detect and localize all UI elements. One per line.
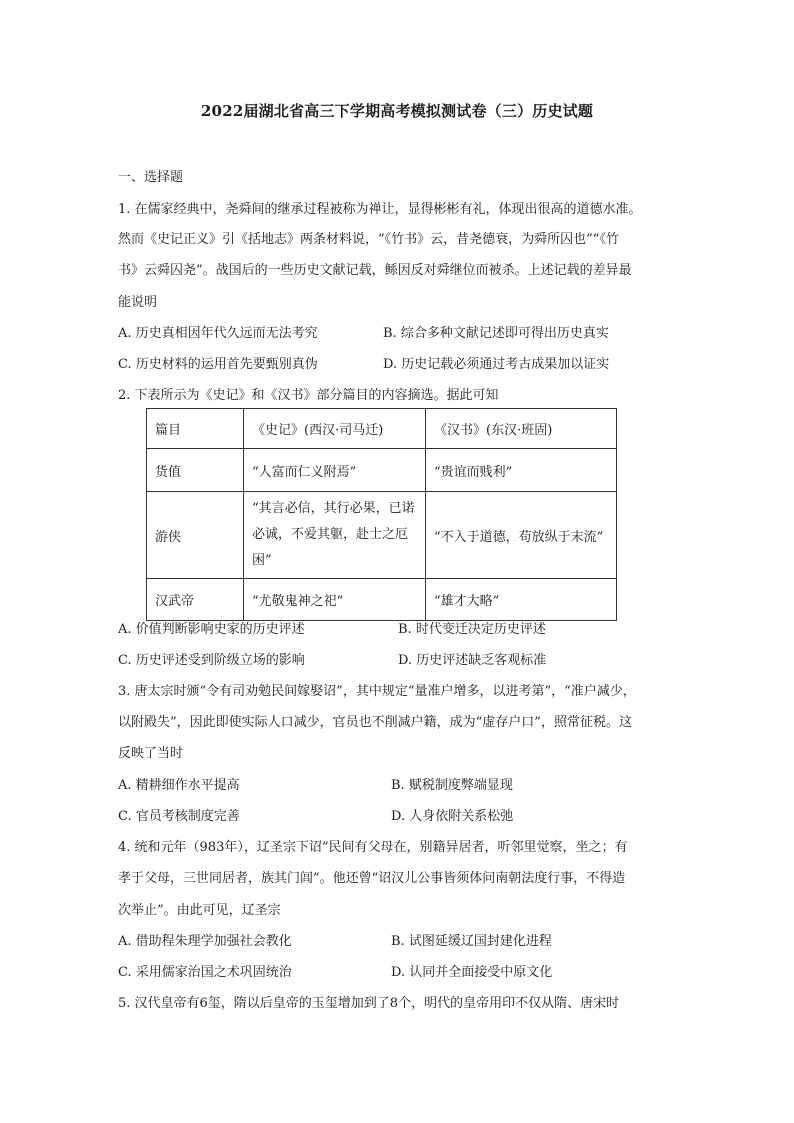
q1-line-4: 能说明 <box>118 295 158 310</box>
q2-option-d: D. 历史评述缺乏客观标准 <box>398 653 547 668</box>
cell-text-line: “其言必信，其行必果，已诺 <box>252 501 415 516</box>
q2-option-b: B. 时代变迁决定历史评述 <box>398 622 546 637</box>
table-cell: “贵谊而贱利” <box>426 449 617 492</box>
table-cell: “雄才大略” <box>426 579 617 621</box>
table-row <box>147 492 617 579</box>
q1-option-a: A. 历史真相因年代久远而无法考究 <box>118 326 318 341</box>
comparison-table <box>146 408 617 621</box>
table-header-row <box>147 409 617 449</box>
q3-option-c: C. 官员考核制度完善 <box>118 809 240 824</box>
q4-line-3: 次举止”。由此可见，辽圣宗 <box>118 903 281 918</box>
q4-option-d: D. 认同并全面接受中原文化 <box>391 965 553 980</box>
q3-line-3: 反映了当时 <box>118 746 184 761</box>
table-cell: 汉武帝 <box>147 579 244 621</box>
table-cell <box>244 492 426 579</box>
table-cell: “尤敬鬼神之祀” <box>244 579 426 621</box>
q3-option-a: A. 精耕细作水平提高 <box>118 778 240 793</box>
table-row <box>147 579 617 621</box>
q2-line-1: 2. 下表所示为《史记》和《汉书》部分篇目的内容摘选。据此可知 <box>118 388 499 403</box>
q4-option-a: A. 借助程朱理学加强社会教化 <box>118 934 292 949</box>
q1-line-1: 1. 在儒家经典中，尧舜间的继承过程被称为禅让，显得彬彬有礼，体现出很高的道德水准。 <box>118 202 642 217</box>
table-header-cell: 《汉书》(东汉·班固) <box>426 409 617 449</box>
table-cell: “人富而仁义附焉” <box>244 449 426 492</box>
table-cell: “不入于道德，苟放纵于末流” <box>426 492 617 579</box>
q2-option-c: C. 历史评述受到阶级立场的影响 <box>118 653 305 668</box>
q1-line-3: 书》云舜囚尧”。战国后的一些历史文献记载，鲧因反对舜继位而被杀。上述记载的差异最 <box>118 263 632 278</box>
q4-line-2: 孝于父母，三世同居者，族其门闾”。他还曾“诏汉儿公事皆须体问南朝法度行事，不得造 <box>118 871 626 886</box>
table-cell: 游侠 <box>147 492 244 579</box>
q4-option-c: C. 采用儒家治国之术巩固统治 <box>118 965 292 980</box>
table-cell: 货值 <box>147 449 244 492</box>
exam-title: 2022届湖北省高三下学期高考模拟测试卷（三）历史试题 <box>200 102 594 120</box>
q5-line-1: 5. 汉代皇帝有6玺，隋以后皇帝的玉玺增加到了8个，明代的皇帝用印不仅从隋、唐宋时 <box>118 996 620 1011</box>
q1-line-2: 然而《史记正义》引《括地志》两条材料说，“《竹书》云，昔尧德衰，为舜所囚也”“《竹 <box>118 232 619 247</box>
q3-line-1: 3. 唐太宗时颁“令有司劝勉民间嫁娶诏”，其中规定“量准户增多，以进考第”，“准户减少， <box>118 684 636 699</box>
q4-line-1: 4. 统和元年（983年），辽圣宗下诏“民间有父母在，别籍异居者，听邻里觉察，坐之；有 <box>118 840 628 855</box>
section-heading: 一、选择题 <box>118 170 184 185</box>
cell-text-line: 必诚，不爱其躯，赴士之厄困” <box>252 527 409 568</box>
table-header-cell: 《史记》(西汉·司马迁) <box>244 409 426 449</box>
q3-line-2: 以附殿失”，因此即使实际人口减少，官员也不削减户籍，成为“虚存户口”，照常征税。这 <box>118 715 632 730</box>
table-row <box>147 449 617 492</box>
q1-option-b: B. 综合多种文献记述即可得出历史真实 <box>383 326 609 341</box>
q1-option-d: D. 历史记载必须通过考古成果加以证实 <box>383 357 610 372</box>
q3-option-b: B. 赋税制度弊端显现 <box>391 778 513 793</box>
table-header-cell: 篇目 <box>147 409 244 449</box>
q1-option-c: C. 历史材料的运用首先要甄别真伪 <box>118 357 318 372</box>
q3-option-d: D. 人身依附关系松弛 <box>391 809 514 824</box>
q2-option-a: A. 价值判断影响史家的历史评述 <box>118 622 305 637</box>
q4-option-b: B. 试图延缓辽国封建化进程 <box>391 934 552 949</box>
